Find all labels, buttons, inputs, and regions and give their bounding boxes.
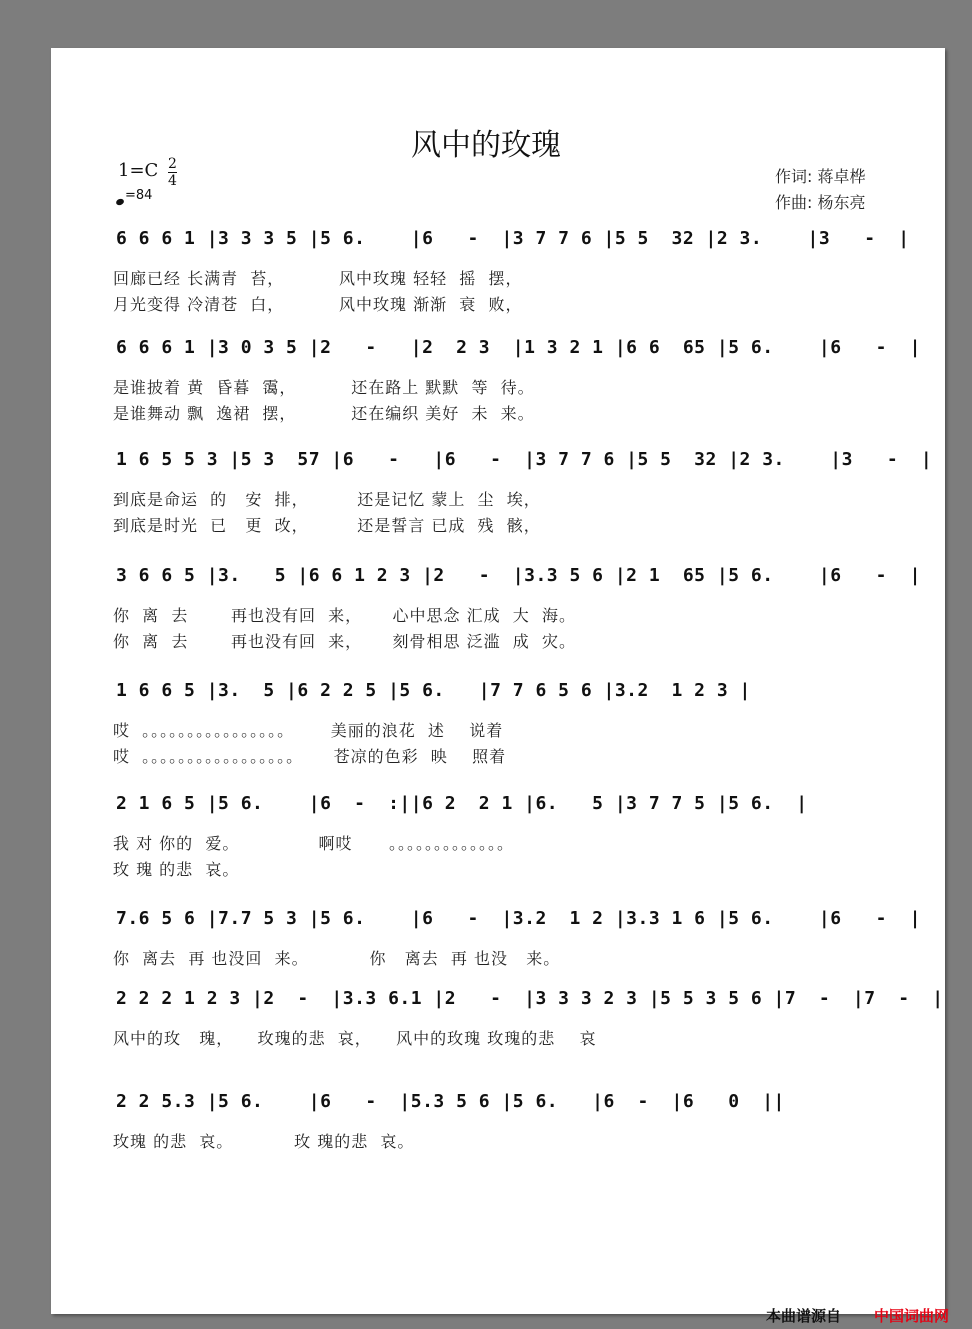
lyric-line: 回廊已经 长满青 苔， 风中玫瑰 轻轻 摇 摆， — [113, 269, 523, 288]
meter-top: 2 — [168, 156, 177, 172]
lyric-line: 哎 。。。。。。。。。。。。。。。。 美丽的浪花 述 说着 — [113, 721, 504, 740]
notation-row: 6 6 6 1 |3 0 3 5 |2 - |2 2 3 |1 3 2 1 |6 6 65 |5 6. |6 - | — [116, 337, 921, 358]
time-signature — [168, 156, 177, 189]
lyric-line: 我 对 你的 爱。 啊哎 。。。。。。。。。。。。。 — [113, 834, 514, 853]
notation-row: 1 6 5 5 3 |5 3 57 |6 - |6 - |3 7 7 6 |5 5 32 |2 3. |3 - | — [116, 449, 933, 470]
lyric-line: 到底是时光 已 更 改， 还是誓言 已成 残 骸， — [113, 516, 541, 535]
composer-credit: 作曲: 杨东亮 — [775, 193, 866, 212]
notation-row: 2 1 6 5 |5 6. |6 - :||6 2 2 1 |6. 5 |3 7 7 5 |5 6. | — [116, 793, 808, 814]
lyricist-credit: 作词: 蒋卓桦 — [775, 167, 866, 186]
lyric-line: 玫瑰 的悲 哀。 玫 瑰的悲 哀。 — [113, 1132, 415, 1151]
lyric-line: 你 离 去 再也没有回 来， 心中思念 汇成 大 海。 — [113, 606, 576, 625]
notation-row: 1 6 6 5 |3. 5 |6 2 2 5 |5 6. |7 7 6 5 6 |3.2 1 2 3 | — [116, 680, 751, 701]
notation-row: 3 6 6 5 |3. 5 |6 6 1 2 3 |2 - |3.3 5 6 |2 1 65 |5 6. |6 - | — [116, 565, 921, 586]
lyric-line: 是谁披着 黄 昏暮 霭， 还在路上 默默 等 待。 — [113, 378, 535, 397]
lyric-line: 风中的玫 瑰， 玫瑰的悲 哀， 风中的玫瑰 玫瑰的悲 哀 — [113, 1029, 597, 1048]
key-signature: 1=C — [118, 160, 159, 181]
notation-row: 2 2 2 1 2 3 |2 - |3.3 6.1 |2 - |3 3 3 2 3 |5 5 3 5 6 |7 - |7 - | — [116, 988, 944, 1009]
lyric-line: 你 离 去 再也没有回 来， 刻骨相思 泛滥 成 灾。 — [113, 632, 576, 651]
notation-row: 7.6 5 6 |7.7 5 3 |5 6. |6 - |3.2 1 2 |3.3 1 6 |5 6. |6 - | — [116, 908, 921, 929]
notation-row: 2 2 5.3 |5 6. |6 - |5.3 5 6 |5 6. |6 - |6 0 || — [116, 1091, 785, 1112]
lyric-line: 哎 。。。。。。。。。。。。。。。。。 苍凉的色彩 映 照着 — [113, 747, 507, 766]
quarter-note-icon — [115, 198, 125, 206]
tempo-mark — [116, 188, 152, 205]
song-title: 风中的玫瑰 — [411, 128, 561, 163]
watermark-source: 本曲谱源自 — [766, 1307, 842, 1325]
lyric-line: 玫 瑰 的悲 哀。 — [113, 860, 240, 879]
meter-bottom: 4 — [168, 173, 177, 189]
lyric-line: 到底是命运 的 安 排， 还是记忆 蒙上 尘 埃， — [113, 490, 541, 509]
lyric-line: 月光变得 冷清苍 白， 风中玫瑰 渐渐 衰 败， — [113, 295, 523, 314]
lyric-line: 你 离去 再 也没回 来。 你 离去 再 也没 来。 — [113, 949, 561, 968]
lyric-line: 是谁舞动 飘 逸裙 摆， 还在编织 美好 未 来。 — [113, 404, 535, 423]
tempo-value: =84 — [125, 188, 153, 203]
watermark-site: 中国词曲网 — [874, 1307, 950, 1325]
notation-row: 6 6 6 1 |3 3 3 5 |5 6. |6 - |3 7 7 6 |5 5 32 |2 3. |3 - | — [116, 228, 910, 249]
